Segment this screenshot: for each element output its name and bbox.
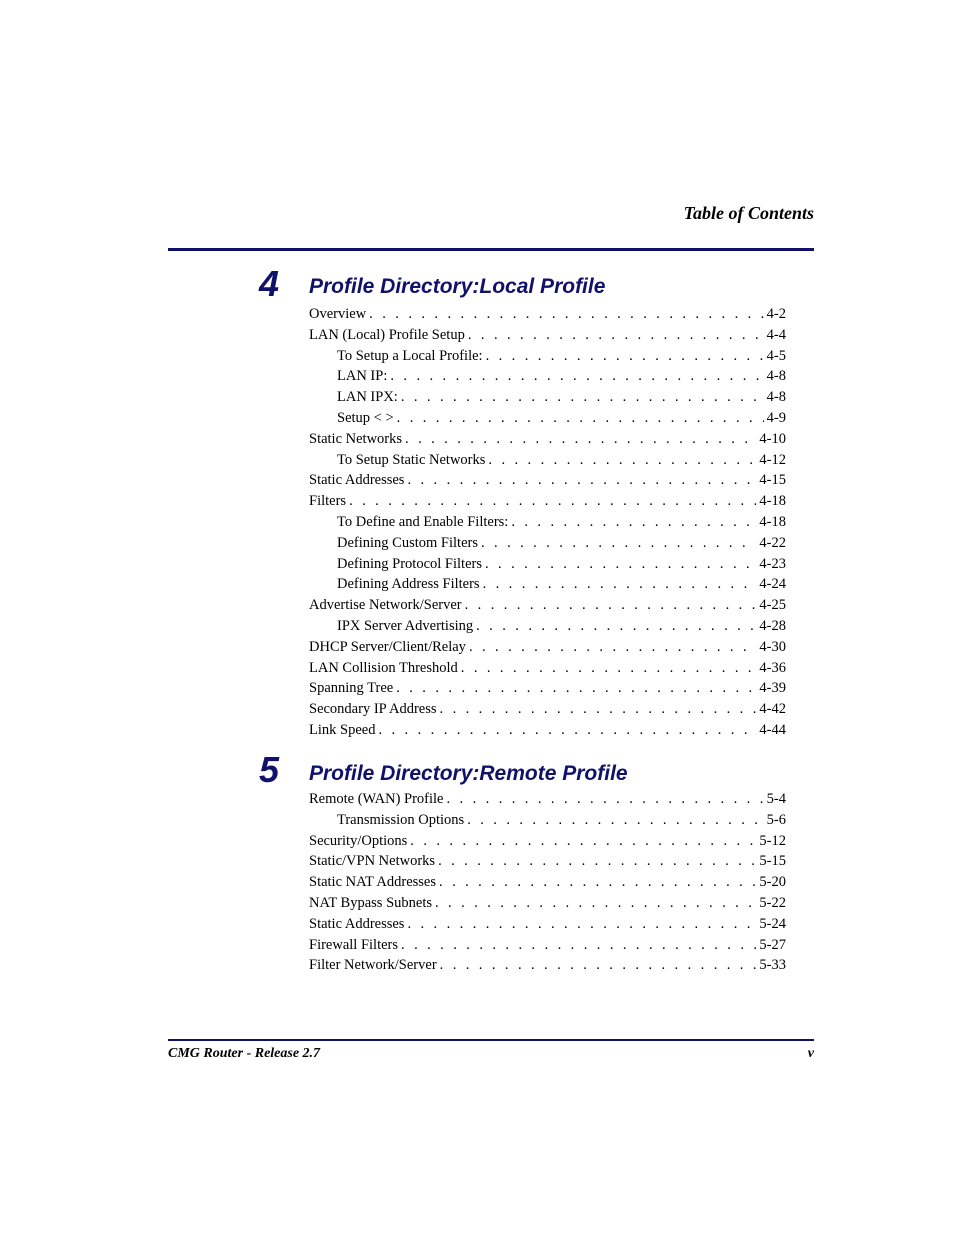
toc-dot-leader — [401, 935, 756, 956]
toc-entry-page: 4-4 — [766, 326, 786, 343]
toc-entry-page: 5-24 — [759, 915, 786, 932]
toc-entry[interactable] — [309, 491, 786, 512]
toc-entry-label: Secondary IP Address — [309, 701, 437, 718]
toc-entry-page: 4-18 — [759, 513, 786, 530]
toc-entry-label: Transmission Options — [337, 811, 465, 828]
chapter-number: 4 — [259, 263, 280, 304]
toc-entry[interactable] — [309, 595, 786, 616]
toc-entry[interactable] — [309, 720, 786, 741]
toc-dot-leader — [405, 429, 756, 450]
header-rule — [168, 248, 814, 251]
toc-entry-page: 4-25 — [759, 597, 786, 614]
footer-rule — [168, 1039, 814, 1041]
toc-entry[interactable] — [309, 831, 786, 852]
chapter-title: Profile Directory:Remote Profile — [309, 762, 628, 785]
toc-entry-page: 5-15 — [759, 853, 786, 870]
toc-dot-leader — [396, 678, 756, 699]
toc-entry[interactable] — [309, 616, 786, 637]
toc-entry[interactable] — [309, 658, 786, 679]
toc-dot-leader — [465, 595, 757, 616]
toc-entry[interactable] — [309, 429, 786, 450]
toc-entry[interactable] — [309, 914, 786, 935]
toc-dot-leader — [447, 789, 764, 810]
toc-entry[interactable] — [309, 872, 786, 893]
toc-entry[interactable] — [309, 387, 786, 408]
toc-dot-leader — [469, 637, 756, 658]
toc-entry-label: Security/Options — [309, 832, 408, 849]
toc-dot-leader — [440, 955, 757, 976]
toc-entry-page: 4-8 — [766, 389, 786, 406]
toc-entry[interactable] — [309, 533, 786, 554]
toc-list-chapter-5 — [309, 789, 786, 976]
toc-entry-page: 4-30 — [759, 638, 786, 655]
toc-entry-label: Firewall Filters — [309, 936, 399, 953]
toc-entry-page: 4-10 — [759, 430, 786, 447]
footer-page-number: v — [807, 1046, 814, 1061]
toc-entry[interactable] — [309, 893, 786, 914]
toc-entry-page: 4-36 — [759, 659, 786, 676]
toc-entry-label: NAT Bypass Subnets — [309, 894, 432, 911]
toc-entry[interactable] — [309, 810, 786, 831]
toc-entry-label: Advertise Network/Server — [309, 597, 462, 614]
toc-entry-page: 4-5 — [766, 347, 786, 364]
toc-entry-page: 4-23 — [759, 555, 786, 572]
chapter-title: Profile Directory:Local Profile — [309, 275, 606, 298]
toc-list-chapter-4 — [309, 304, 786, 741]
toc-entry-page: 4-39 — [759, 680, 786, 697]
toc-entry-label: To Define and Enable Filters: — [337, 513, 509, 530]
toc-dot-leader — [369, 304, 763, 325]
toc-entry[interactable] — [309, 554, 786, 575]
toc-entry-page: 5-27 — [759, 936, 786, 953]
toc-dot-leader — [435, 893, 756, 914]
chapter-number: 5 — [259, 749, 280, 790]
toc-entry[interactable] — [309, 574, 786, 595]
toc-entry-label: DHCP Server/Client/Relay — [309, 638, 466, 655]
toc-entry[interactable] — [309, 408, 786, 429]
toc-dot-leader — [488, 450, 756, 471]
toc-dot-leader — [390, 366, 763, 387]
toc-entry[interactable] — [309, 512, 786, 533]
toc-entry-page: 4-8 — [766, 368, 786, 385]
toc-entry-label: Static Addresses — [309, 915, 405, 932]
toc-entry-label: To Setup Static Networks — [337, 451, 486, 468]
toc-entry-page: 5-33 — [759, 957, 786, 974]
toc-entry[interactable] — [309, 470, 786, 491]
toc-entry-page: 4-9 — [766, 409, 786, 426]
toc-dot-leader — [407, 470, 756, 491]
toc-entry-label: Setup < > — [337, 409, 394, 426]
toc-entry-label: LAN Collision Threshold — [309, 659, 458, 676]
toc-entry[interactable] — [309, 789, 786, 810]
toc-entry-page: 4-24 — [759, 576, 786, 593]
toc-dot-leader — [440, 699, 757, 720]
toc-dot-leader — [378, 720, 756, 741]
toc-entry-label: Filter Network/Server — [309, 957, 437, 974]
header-title: Table of Contents — [683, 203, 814, 223]
toc-entry[interactable] — [309, 955, 786, 976]
toc-entry-page: 5-20 — [759, 874, 786, 891]
toc-entry-label: LAN (Local) Profile Setup — [309, 326, 465, 343]
toc-entry-page: 4-22 — [759, 534, 786, 551]
toc-entry-label: Defining Address Filters — [337, 576, 480, 593]
toc-entry-page: 5-6 — [766, 811, 786, 828]
toc-entry[interactable] — [309, 346, 786, 367]
toc-entry-page: 5-4 — [766, 791, 786, 807]
toc-entry-page: 4-12 — [759, 451, 786, 468]
toc-dot-leader — [349, 491, 756, 512]
toc-dot-leader — [438, 851, 756, 872]
toc-entry[interactable] — [309, 699, 786, 720]
toc-entry-page: 5-22 — [759, 894, 786, 911]
toc-dot-leader — [481, 533, 756, 554]
toc-entry-label: Defining Protocol Filters — [337, 555, 482, 572]
toc-dot-leader — [511, 512, 756, 533]
toc-entry-label: Static NAT Addresses — [309, 874, 437, 891]
toc-entry[interactable] — [309, 637, 786, 658]
toc-entry-page: 5-12 — [759, 832, 786, 849]
toc-dot-leader — [397, 408, 764, 429]
toc-entry[interactable] — [309, 366, 786, 387]
toc-entry[interactable] — [309, 678, 786, 699]
toc-dot-leader — [461, 658, 757, 679]
toc-entry-label: LAN IP: — [337, 368, 388, 385]
toc-entry-label: Static/VPN Networks — [309, 853, 436, 870]
toc-dot-leader — [410, 831, 756, 852]
toc-entry-label: IPX Server Advertising — [337, 617, 474, 634]
toc-dot-leader — [476, 616, 756, 637]
toc-entry-label: Link Speed — [309, 721, 376, 738]
toc-entry-label: Filters — [309, 493, 347, 510]
toc-dot-leader — [483, 574, 757, 595]
toc-dot-leader — [439, 872, 756, 893]
toc-dot-leader — [468, 325, 764, 346]
toc-entry-page: 4-18 — [759, 493, 786, 510]
toc-entry-label: LAN IPX: — [337, 389, 398, 406]
toc-entry-page: 4-42 — [759, 701, 786, 718]
toc-entry-label: Remote (WAN) Profile — [309, 791, 444, 807]
toc-entry[interactable] — [309, 450, 786, 471]
toc-entry-label: Overview — [309, 306, 367, 322]
toc-entry[interactable] — [309, 304, 786, 325]
toc-entry-label: Defining Custom Filters — [337, 534, 478, 551]
toc-dot-leader — [407, 914, 756, 935]
toc-entry-page: 4-2 — [766, 306, 786, 322]
toc-dot-leader — [486, 346, 764, 367]
toc-entry-page: 4-28 — [759, 617, 786, 634]
toc-dot-leader — [485, 554, 756, 575]
toc-entry-label: To Setup a Local Profile: — [337, 347, 483, 364]
toc-entry[interactable] — [309, 851, 786, 872]
toc-entry[interactable] — [309, 325, 786, 346]
toc-entry-label: Spanning Tree — [309, 680, 394, 697]
toc-entry[interactable] — [309, 935, 786, 956]
toc-entry-label: Static Networks — [309, 430, 403, 447]
toc-entry-page: 4-15 — [759, 472, 786, 489]
toc-entry-label: Static Addresses — [309, 472, 405, 489]
toc-entry-page: 4-44 — [759, 721, 786, 738]
footer-document-title: CMG Router - Release 2.7 — [168, 1046, 321, 1061]
toc-dot-leader — [467, 810, 763, 831]
toc-dot-leader — [401, 387, 764, 408]
